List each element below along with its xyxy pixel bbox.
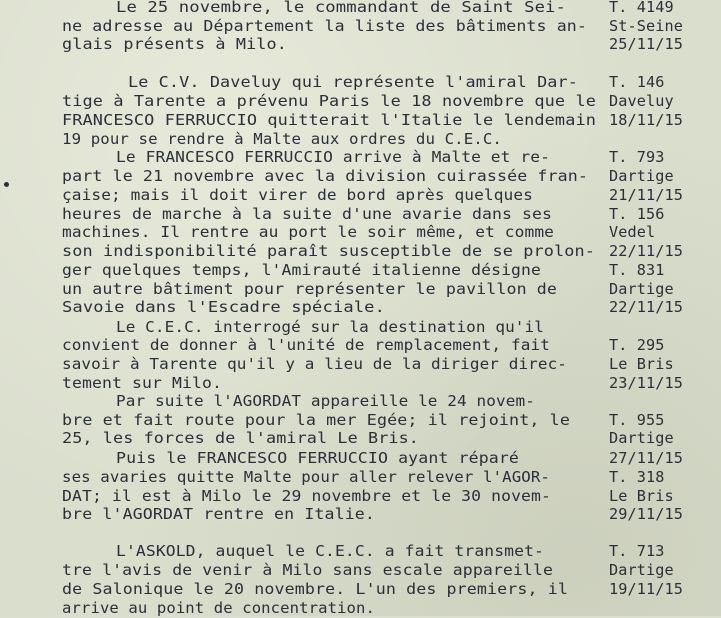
text-line	[0, 487, 721, 506]
margin-reference: T. 713	[609, 542, 665, 560]
body-text: de Salonique le 20 novembre. L'un des premiers, il	[62, 580, 568, 598]
margin-reference: Dartige	[609, 429, 674, 447]
text-line	[0, 374, 721, 393]
body-text: FRANCESCO FERRUCCIO quitterait l'Italie le lendemain	[62, 111, 596, 129]
text-line	[0, 429, 721, 448]
text-line	[0, 148, 721, 167]
margin-reference: Daveluy	[609, 92, 674, 110]
body-text: glais présents à Milo.	[62, 35, 287, 53]
text-line	[0, 599, 721, 618]
body-text: tement sur Milo.	[62, 374, 222, 392]
body-text: Le C.E.C. interrogé sur la destination qu'il	[116, 318, 544, 336]
body-text: Savoie dans l'Escadre spéciale.	[62, 298, 385, 316]
body-text: tige à Tarente a prévenu Paris le 18 novembre que le	[62, 92, 596, 110]
body-text: Le 25 novembre, le commandant de Saint Sei-	[116, 0, 566, 16]
text-line	[0, 73, 721, 92]
body-text: arrive au point de concentration.	[62, 599, 375, 617]
body-text: ne adresse au Département la liste des bâtiments an-	[62, 17, 587, 35]
margin-reference: T. 793	[609, 148, 665, 166]
margin-reference: 27/11/15	[609, 449, 683, 467]
body-text: L'ASKOLD, auquel le C.E.C. a fait transmet-	[116, 542, 544, 560]
body-text: savoir à Tarente qu'il y a lieu de la diriger direc-	[62, 355, 567, 373]
body-text: part le 21 novembre avec la division cuirassée fran-	[62, 167, 588, 185]
text-line	[0, 223, 721, 242]
body-text: Le C.V. Daveluy qui représente l'amiral Dar-	[128, 73, 578, 91]
text-line	[0, 242, 721, 261]
text-line	[0, 392, 721, 411]
text-line	[0, 298, 721, 317]
margin-reference: Vedel	[609, 223, 656, 241]
text-line	[0, 355, 721, 374]
margin-reference: T. 295	[609, 336, 665, 354]
margin-reference: Le Bris	[609, 355, 674, 373]
text-line	[0, 449, 721, 468]
text-line	[0, 468, 721, 487]
text-line	[0, 336, 721, 355]
margin-reference: Dartige	[609, 280, 674, 298]
text-line	[0, 111, 721, 130]
body-text: heures de marche à la suite d'une avarie dans ses	[62, 205, 552, 223]
text-line	[0, 561, 721, 580]
margin-reference: Dartige	[609, 561, 674, 579]
body-text: machines. Il rentre au port le soir même, et comme	[62, 223, 554, 241]
text-line	[0, 17, 721, 36]
text-line	[0, 505, 721, 524]
body-text: 19 pour se rendre à Malte aux ordres du C.E.C.	[62, 130, 502, 148]
margin-reference: T. 146	[609, 73, 665, 91]
body-text: 25, les forces de l'amiral Le Bris.	[62, 429, 419, 447]
text-line	[0, 318, 721, 337]
text-line	[0, 580, 721, 599]
body-text: convient de donner à l'unité de remplacement, fait	[62, 336, 550, 354]
body-text: tre l'avis de venir à Milo sans escale appareille	[62, 561, 553, 579]
text-line	[0, 542, 721, 561]
margin-reference: 18/11/15	[609, 111, 683, 129]
body-text: Puis le FRANCESCO FERRUCCIO ayant réparé	[116, 449, 519, 467]
margin-reference: 29/11/15	[609, 505, 683, 523]
body-text: un autre bâtiment pour représenter le pavillon de	[62, 280, 557, 298]
text-line	[0, 130, 721, 149]
margin-reference: 23/11/15	[609, 374, 683, 392]
body-text: DAT; il est à Milo le 29 novembre et le 30 novem-	[62, 487, 551, 505]
text-line	[0, 35, 721, 54]
text-line	[0, 186, 721, 205]
body-text: Par suite l'AGORDAT appareille le 24 novem-	[116, 392, 535, 410]
text-line	[0, 411, 721, 430]
body-text: Le FRANCESCO FERRUCCIO arrive à Malte et re-	[116, 148, 550, 166]
body-text: çaise; mais il doit virer de bord après quelques	[62, 186, 533, 204]
body-text: son indisponibilité paraît susceptible de se prolon-	[62, 242, 595, 260]
margin-reference: 19/11/15	[609, 580, 683, 598]
text-line	[0, 167, 721, 186]
margin-reference: St-Seine	[609, 17, 683, 35]
text-line	[0, 261, 721, 280]
margin-reference: 25/11/15	[609, 35, 683, 53]
text-line	[0, 92, 721, 111]
text-line	[0, 205, 721, 224]
body-text: ger quelques temps, l'Amirauté italienne désigne	[62, 261, 541, 279]
margin-reference: 22/11/15	[609, 242, 683, 260]
margin-reference: T. 156	[609, 205, 665, 223]
body-text: bre et fait route pour la mer Egée; il rejoint, le	[62, 411, 570, 429]
margin-reference: 22/11/15	[609, 298, 683, 316]
margin-reference: T. 955	[609, 411, 665, 429]
body-text: ses avaries quitte Malte pour aller relever l'AGOR-	[62, 468, 550, 486]
text-line	[0, 280, 721, 299]
margin-reference: T. 4149	[609, 0, 674, 16]
text-line	[0, 0, 721, 17]
margin-reference: Le Bris	[609, 487, 674, 505]
margin-reference: T. 831	[609, 261, 665, 279]
margin-reference: T. 318	[609, 468, 665, 486]
margin-reference: 21/11/15	[609, 186, 683, 204]
margin-reference: Dartige	[609, 167, 674, 185]
body-text: bre l'AGORDAT rentre en Italie.	[62, 505, 375, 523]
